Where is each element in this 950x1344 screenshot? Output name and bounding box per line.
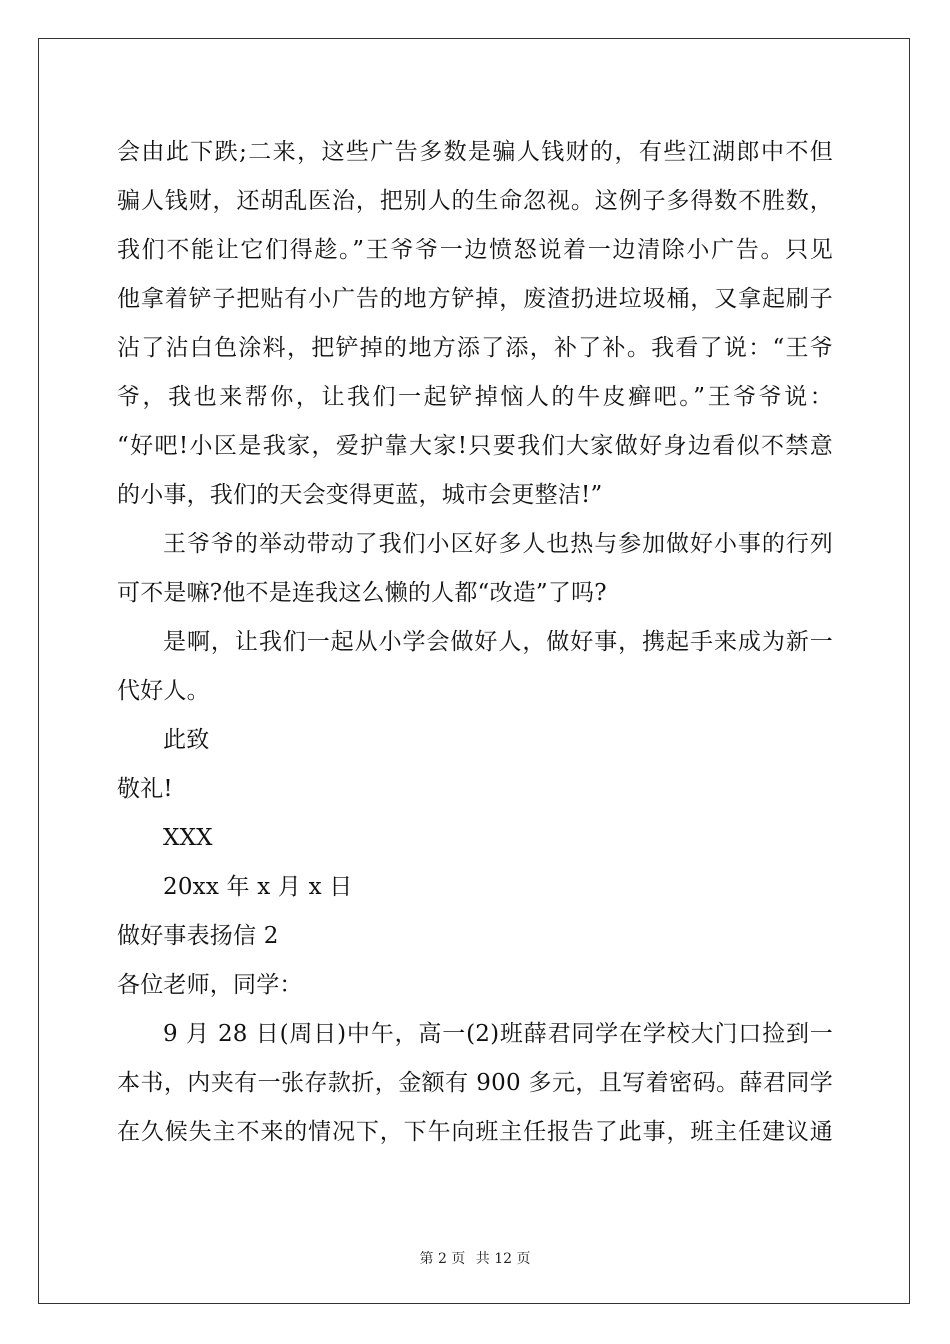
text-line: 爷，我也来帮你，让我们一起铲掉恼人的牛皮癣吧。”王爷爷说： (117, 384, 833, 410)
closing-respect: 敬礼! (117, 776, 173, 802)
text-line: 会由此下跌;二来，这些广告多数是骗人钱财的，有些江湖郎中不但 (117, 139, 833, 165)
paragraph-start-line: 王爷爷的举动带动了我们小区好多人也热与参加做好小事的行列 (163, 531, 833, 557)
text-line: 骗人钱财，还胡乱医治，把别人的生命忽视。这例子多得数不胜数， (117, 188, 833, 214)
text-line: 他拿着铲子把贴有小广告的地方铲掉，废渣扔进垃圾桶，又拿起刷子 (117, 286, 833, 312)
document-body (117, 128, 833, 1157)
paragraph-start-line: 9 月 28 日(周日)中午，高一(2)班薛君同学在学校大门口捡到一 (163, 1021, 833, 1047)
text-line: “好吧!小区是我家，爱护靠大家!只要我们大家做好身边看似不禁意 (117, 433, 833, 459)
date-line: 20xx 年 x 月 x 日 (163, 874, 353, 900)
text-line: 的小事，我们的天会变得更蓝，城市会更整洁!” (117, 482, 603, 508)
page-number: 第 2 页 (419, 1251, 466, 1267)
signature: XXX (163, 825, 213, 851)
section-title: 做好事表扬信 2 (117, 923, 279, 949)
text-line: 代好人。 (117, 678, 210, 704)
closing-salutation: 此致 (163, 727, 210, 753)
paragraph-start-line: 是啊，让我们一起从小学会做好人，做好事，携起手来成为新一 (163, 629, 833, 655)
text-line: 可不是嘛?他不是连我这么懒的人都“改造”了吗? (117, 580, 607, 606)
text-line: 在久候失主不来的情况下，下午向班主任报告了此事，班主任建议通 (117, 1119, 833, 1145)
page-total: 共 12 页 (475, 1251, 531, 1267)
text-line: 本书，内夹有一张存款折，金额有 900 多元，且写着密码。薛君同学 (117, 1070, 833, 1096)
page-footer (0, 1248, 950, 1268)
text-line: 我们不能让它们得趁。”王爷爷一边愤怒说着一边清除小广告。只见 (117, 237, 833, 263)
greeting: 各位老师，同学： (117, 972, 303, 998)
text-line: 沾了沾白色涂料，把铲掉的地方添了添，补了补。我看了说：“王爷 (117, 335, 833, 361)
